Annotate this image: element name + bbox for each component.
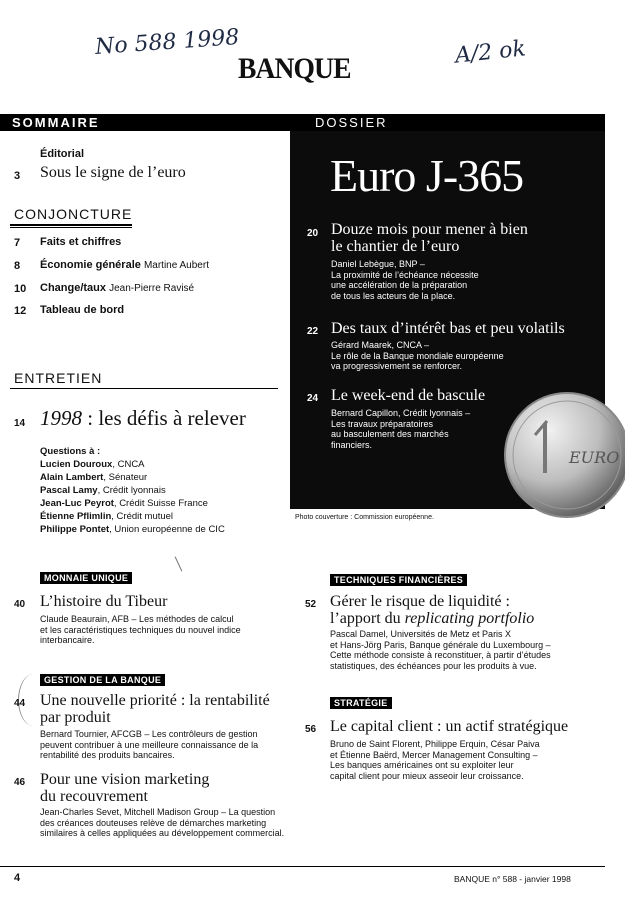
footer-rule [0, 866, 605, 867]
strategie-desc: Bruno de Saint Florent, Philippe Erquin, César Paiva et Étienne Baërd, Mercer Management Consulting – Les banques américaines ont su exploiter leur capital client pour mieux asseoir leur croissance. [330, 739, 540, 781]
monnaie-desc: Claude Beaurain, AFB – Les méthodes de calcul et les caractéristiques techniques du nouvel indice interbancaire. [40, 614, 241, 645]
conjoncture-author-3: Jean-Pierre Ravisé [109, 283, 195, 294]
dossier-title-3: Le week-end de bascule [331, 387, 486, 404]
interviewee-4: Jean-Luc Peyrot, Crédit Suisse France [40, 498, 208, 509]
interviewee-3: Pascal Lamy, Crédit lyonnais [40, 485, 166, 496]
footer-issue: BANQUE n° 588 - janvier 1998 [454, 874, 571, 884]
monnaie-tag: MONNAIE UNIQUE [40, 572, 132, 584]
dossier-desc-2: Gérard Maarek, CNCA – Le rôle de la Banque mondiale européenne va progressivement se renforcer. [331, 340, 504, 371]
sommaire-label: SOMMAIRE [12, 115, 100, 130]
interviewee-1: Lucien Douroux, CNCA [40, 459, 145, 470]
techniques-desc: Pascal Damel, Universités de Metz et Paris X et Hans-Jörg Paris, Banque générale du Luxembourg – Cette méthode consiste à reconstituer, à partir d’études statistiques, des échéances pour les produits à vue. [330, 629, 551, 671]
section-rule [10, 224, 132, 226]
questions-label: Questions à : [40, 446, 101, 457]
conjoncture-num-1: 7 [14, 237, 21, 249]
coin-euro-text: EURO [569, 448, 620, 467]
editorial-page-number: 3 [14, 170, 21, 182]
interviewees-list [40, 458, 225, 536]
conjoncture-heading: CONJONCTURE [14, 206, 133, 222]
masthead-logo: BANQUE [238, 52, 351, 85]
dossier-num-2: 22 [307, 326, 319, 337]
strategie-tag: STRATÉGIE [330, 697, 392, 709]
dossier-title-2: Des taux d’intérêt bas et peu volatils [331, 320, 565, 337]
interviewee-2: Alain Lambert, Sénateur [40, 472, 148, 483]
dossier-desc-3: Bernard Capillon, Crédit lyonnais – Les travaux préparatoires au basculement des marchés financiers. [331, 408, 471, 450]
dossier-num-1: 20 [307, 228, 319, 239]
handwritten-note: A/2 ok [453, 36, 527, 69]
gestion-tag: GESTION DE LA BANQUE [40, 674, 165, 686]
techniques-tag: TECHNIQUES FINANCIÈRES [330, 574, 467, 586]
entretien-rule [10, 388, 278, 389]
dossier-title: Euro J-365 [330, 150, 524, 201]
strategie-title: Le capital client : un actif stratégique [330, 718, 569, 735]
conjoncture-title-4: Tableau de bord [40, 304, 125, 316]
gestion-num-1: 44 [14, 698, 26, 709]
dossier-label: DOSSIER [315, 115, 388, 130]
conjoncture-title-1: Faits et chiffres [40, 236, 122, 248]
gestion-title-1: Une nouvelle priorité : la rentabilité par produit [40, 692, 270, 726]
conjoncture-title-3: Change/taux Jean-Pierre Ravisé [40, 282, 195, 294]
dossier-num-3: 24 [307, 393, 319, 404]
dossier-panel [290, 131, 620, 509]
photo-credit: Photo couverture : Commission européenne. [295, 514, 434, 521]
top-band [0, 114, 605, 131]
strategie-page-number: 56 [305, 724, 317, 735]
editorial-label: Éditorial [40, 148, 85, 160]
coin-digit-one [543, 423, 547, 473]
conjoncture-title-2: Économie générale Martine Aubert [40, 259, 209, 271]
dossier-desc-1: Daniel Lebègue, BNP – La proximité de l’échéance nécessite une accélération de la préparation de tous les acteurs de la place. [331, 259, 479, 301]
gestion-desc-1: Bernard Tournier, AFCGB – Les contrôleurs de gestion peuvent contribuer à une meilleure connaissance de la rentabilité des produits bancaires. [40, 729, 259, 760]
footer-page-number: 4 [14, 872, 21, 884]
conjoncture-num-3: 10 [14, 283, 27, 295]
monnaie-page-number: 40 [14, 599, 26, 610]
gestion-desc-2: Jean-Charles Sevet, Mitchell Madison Group – La question des créances douteuses relève de démarches marketing similaires à celles appliquées au développement commercial. [40, 807, 285, 838]
conjoncture-num-4: 12 [14, 305, 27, 317]
entretien-title: 1998 : les défis à relever [40, 406, 246, 430]
interviewee-6: Philippe Pontet, Union européenne de CIC [40, 524, 225, 535]
techniques-page-number: 52 [305, 599, 317, 610]
conjoncture-num-2: 8 [14, 260, 21, 272]
conjoncture-author-2: Martine Aubert [143, 260, 209, 271]
dossier-title-1: Douze mois pour mener à bien le chantier de l’euro [331, 221, 528, 255]
monnaie-title: L’histoire du Tibeur [40, 593, 168, 610]
entretien-page-number: 14 [14, 418, 26, 429]
gestion-num-2: 46 [14, 777, 26, 788]
handwritten-issue-number: No 588 1998 [94, 24, 241, 61]
pencil-mark [175, 557, 183, 572]
section-rule-thin [10, 227, 132, 228]
euro-coin-image [495, 383, 625, 513]
editorial-title: Sous le signe de l’euro [40, 164, 186, 181]
techniques-title: Gérer le risque de liquidité : l’apport du replicating portfolio [330, 593, 535, 627]
interviewee-5: Étienne Pflimlin, Crédit mutuel [40, 511, 174, 522]
gestion-title-2: Pour une vision marketing du recouvrement [40, 771, 210, 805]
entretien-heading: ENTRETIEN [14, 370, 103, 386]
